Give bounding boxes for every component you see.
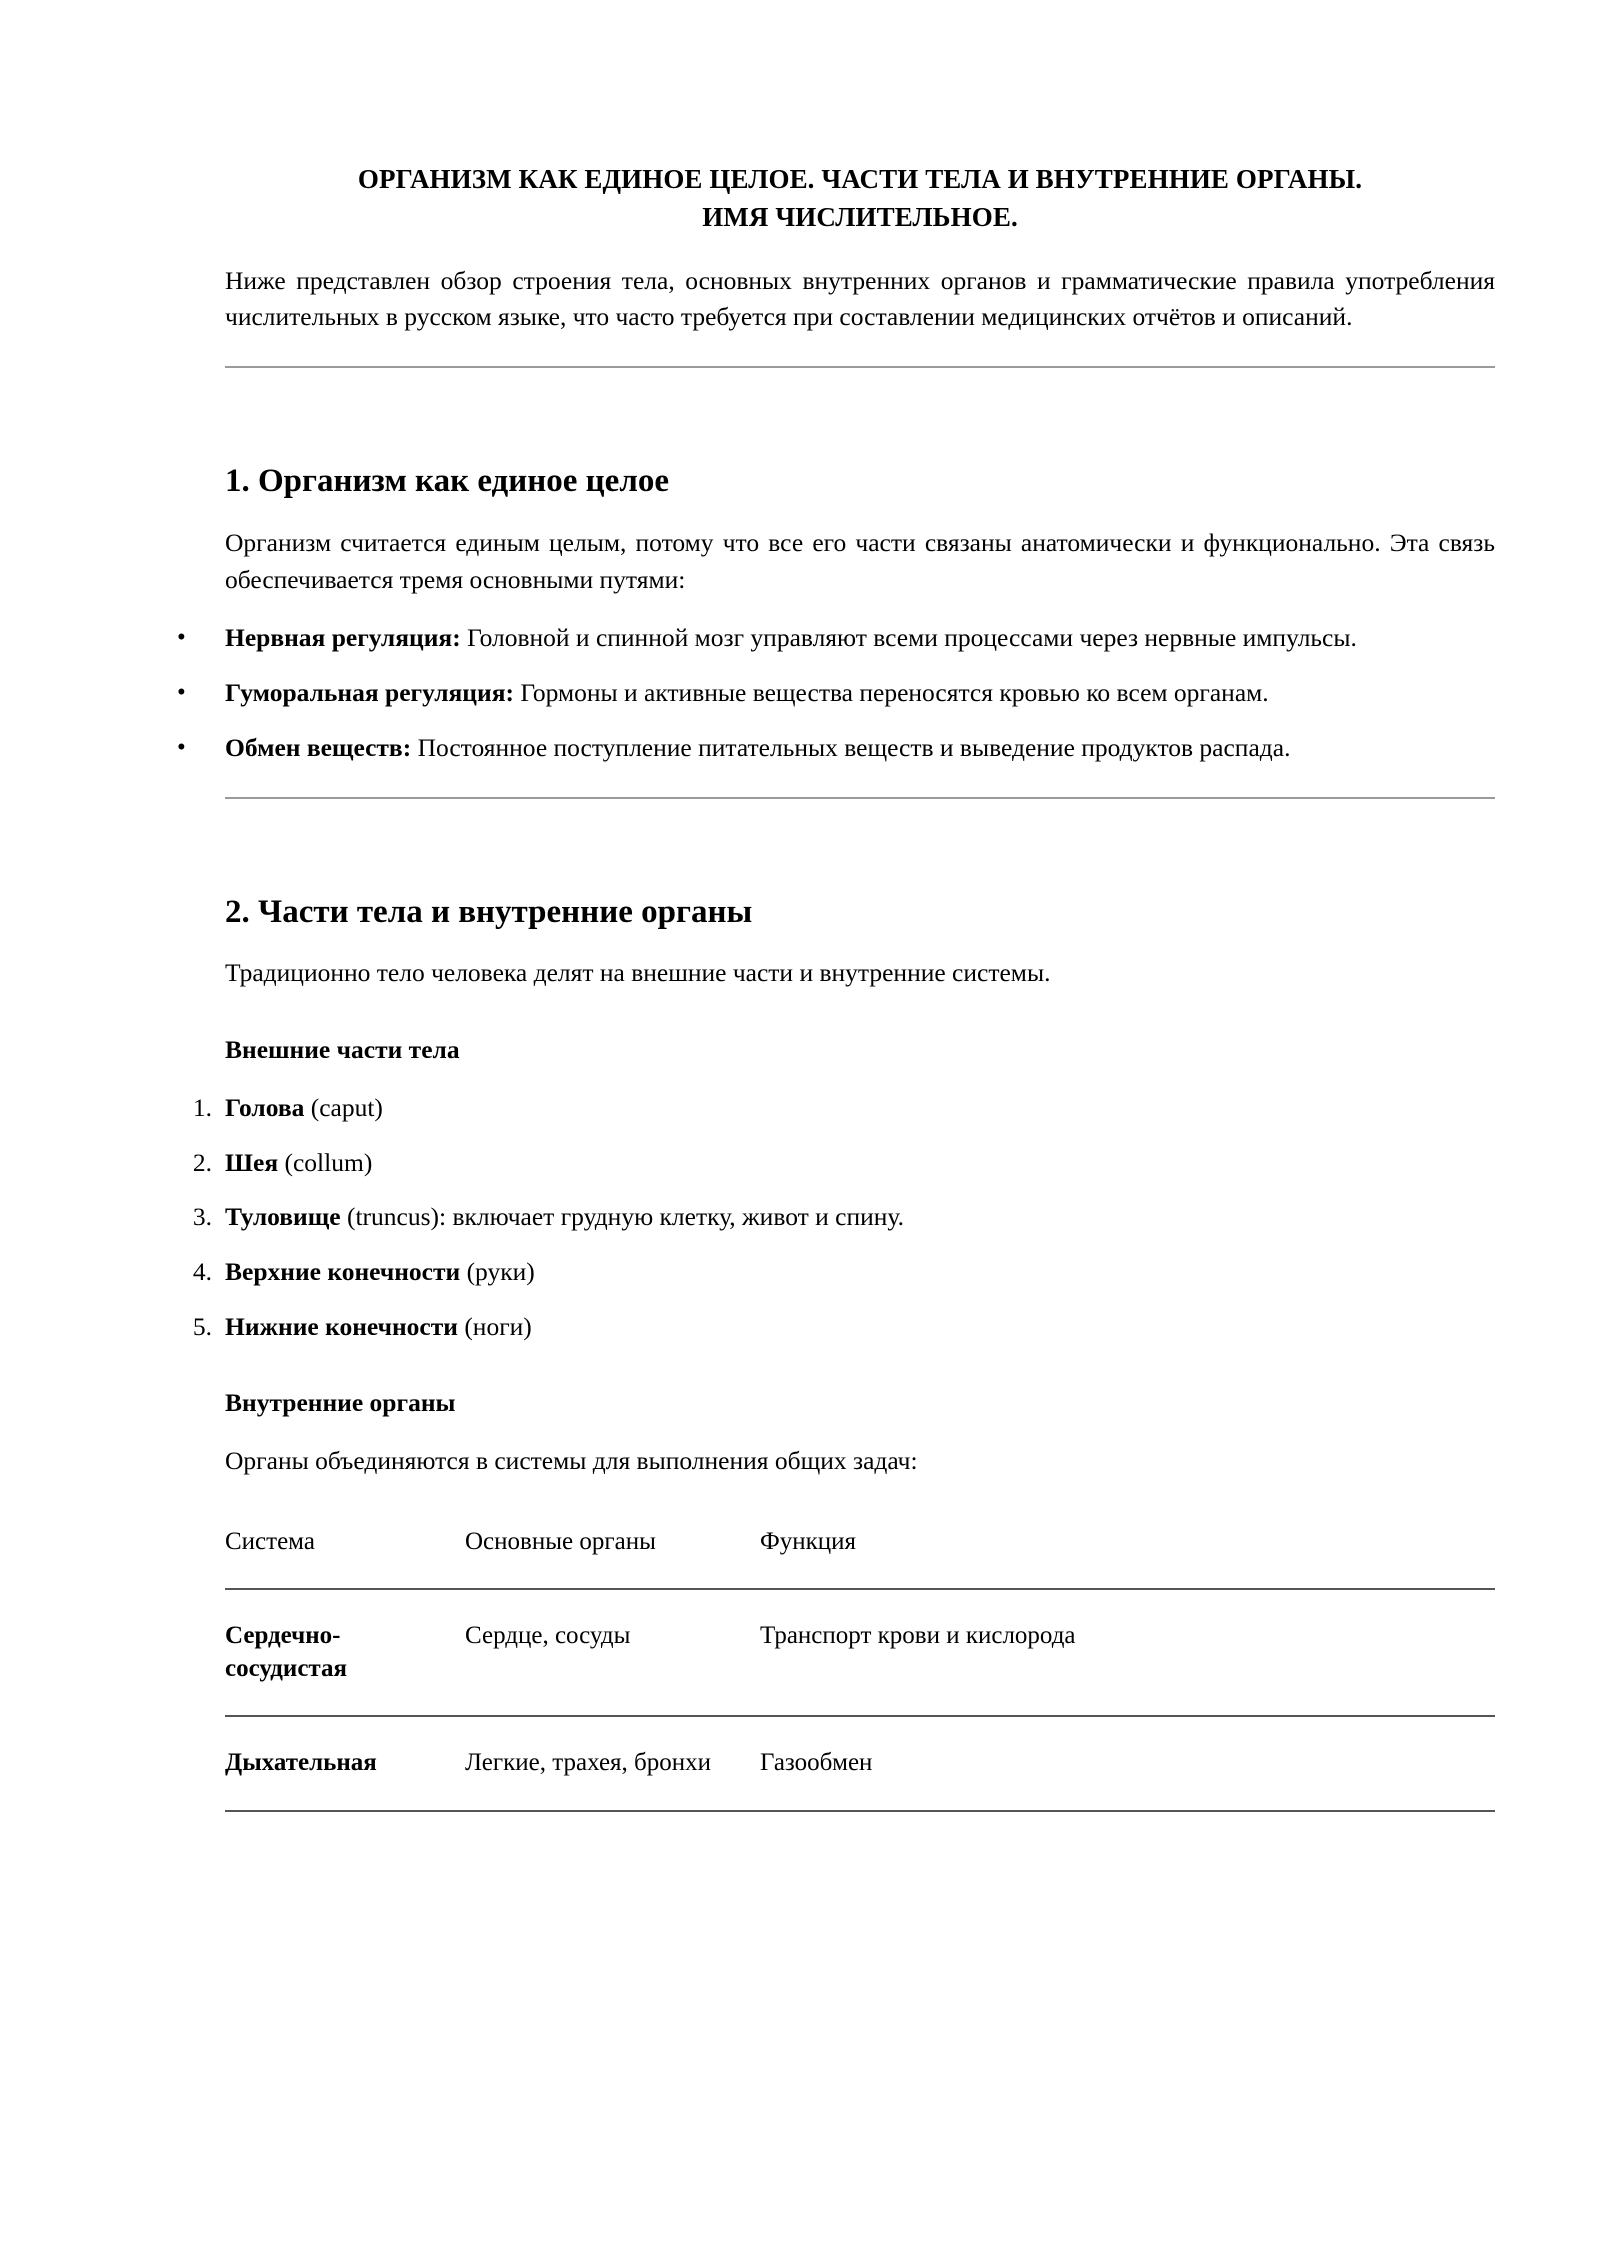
document-intro-paragraph: Ниже представлен обзор строения тела, основных внутренних органов и грамматические правила употребления числительных в русском языке, что часто требуется при составлении медицинских отчётов и описаний. bbox=[225, 265, 1495, 332]
bullet-icon: • bbox=[177, 624, 186, 652]
external-parts-list bbox=[192, 1090, 1495, 1346]
list-item-text: Гормоны и активные вещества переносятся кровью ко всем органам. bbox=[513, 678, 1269, 708]
spacer-1 bbox=[225, 368, 1495, 460]
list-item-text: Головной и спинной мозг управляют всеми процессами через нервные импульсы. bbox=[460, 623, 1357, 653]
list-item-label: Голова bbox=[225, 1092, 305, 1122]
external-parts-heading: Внешние части тела bbox=[225, 1035, 460, 1065]
table-body bbox=[225, 1589, 1495, 1811]
document-title-line-2: ИМЯ ЧИСЛИТЕЛЬНОЕ. bbox=[702, 202, 1018, 233]
list-item bbox=[177, 620, 1495, 657]
list-item-label: Нервная регуляция: bbox=[225, 623, 461, 653]
document-title-line-1: ОРГАНИЗМ КАК ЕДИНОЕ ЦЕЛОЕ. ЧАСТИ ТЕЛА И ВНУТРЕННИЕ ОРГАНЫ. bbox=[357, 164, 1363, 194]
cell-system: Дыхательная bbox=[225, 1716, 465, 1811]
list-item bbox=[177, 675, 1495, 712]
list-item-text: (ноги) bbox=[457, 1311, 532, 1341]
list-item bbox=[192, 1199, 1495, 1236]
list-item-label: Верхние конечности bbox=[225, 1257, 461, 1287]
document-content bbox=[177, 0, 1495, 1812]
column-header-function: Функция bbox=[760, 1526, 1495, 1590]
list-item bbox=[192, 1309, 1495, 1346]
list-item bbox=[192, 1090, 1495, 1127]
table-header bbox=[225, 1526, 1495, 1590]
list-item-label: Нижние конечности bbox=[225, 1311, 458, 1341]
column-header-organs: Основные органы bbox=[465, 1526, 760, 1590]
list-item bbox=[192, 1145, 1495, 1182]
cell-organs: Сердце, сосуды bbox=[465, 1589, 760, 1716]
list-item-label: Туловище bbox=[225, 1202, 341, 1232]
cell-system: Сердечно-сосудистая bbox=[225, 1589, 465, 1716]
internal-organs-intro: Органы объединяются в системы для выполнения общих задач: bbox=[225, 1446, 918, 1476]
column-header-system: Система bbox=[225, 1526, 465, 1590]
list-item-number: 1. bbox=[192, 1092, 212, 1122]
internal-organs-heading: Внутренние органы bbox=[225, 1388, 456, 1418]
section-1-heading: 1. Организм как единое целое bbox=[225, 463, 669, 500]
list-item-number: 5. bbox=[192, 1311, 212, 1341]
list-item-text: (collum) bbox=[278, 1147, 373, 1177]
bullet-icon: • bbox=[177, 733, 186, 761]
table-row bbox=[225, 1716, 1495, 1811]
table-row bbox=[225, 1589, 1495, 1716]
list-item-label: Обмен веществ: bbox=[225, 732, 412, 762]
section-1-bullet-list bbox=[177, 620, 1495, 766]
cell-function: Транспорт крови и кислорода bbox=[760, 1589, 1495, 1716]
bullet-icon: • bbox=[177, 679, 186, 707]
list-item-text: (руки) bbox=[460, 1257, 535, 1287]
organ-systems-table bbox=[225, 1526, 1495, 1812]
list-item-number: 2. bbox=[192, 1147, 212, 1177]
list-item bbox=[192, 1254, 1495, 1291]
cell-organs: Легкие, трахея, бронхи bbox=[465, 1716, 760, 1811]
list-item-label: Шея bbox=[225, 1147, 279, 1177]
list-item-text: (truncus): включает грудную клетку, живот и спину. bbox=[340, 1202, 904, 1232]
list-item-text: (caput) bbox=[304, 1092, 383, 1122]
document-title bbox=[225, 0, 1495, 237]
spacer-4 bbox=[225, 1345, 1495, 1385]
section-2-heading: 2. Части тела и внутренние органы bbox=[225, 893, 753, 930]
list-item-number: 4. bbox=[192, 1257, 212, 1287]
spacer-2 bbox=[225, 799, 1495, 891]
list-item-text: Постоянное поступление питательных веществ и выведение продуктов распада. bbox=[411, 732, 1291, 762]
list-item bbox=[177, 730, 1495, 767]
cell-function: Газообмен bbox=[760, 1716, 1495, 1811]
spacer-3 bbox=[225, 992, 1495, 1032]
section-2-intro: Традиционно тело человека делят на внешние части и внутренние системы. bbox=[225, 958, 1051, 988]
table-header-row bbox=[225, 1526, 1495, 1590]
list-item-number: 3. bbox=[192, 1202, 212, 1232]
list-item-label: Гуморальная регуляция: bbox=[225, 678, 514, 708]
section-1-intro: Организм считается единым целым, потому что все его части связаны анатомически и функционально. Эта связь обеспечивается тремя основными путями: bbox=[225, 527, 1495, 594]
